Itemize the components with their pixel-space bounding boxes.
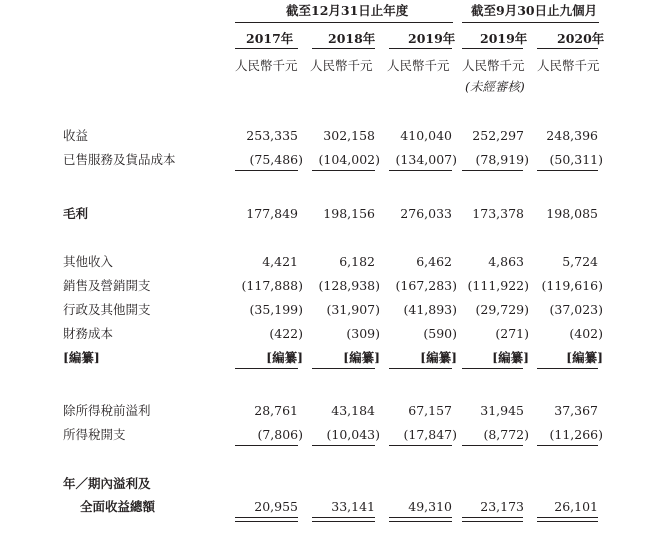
- col-underline: [312, 48, 375, 49]
- col-underline: [235, 48, 298, 49]
- row-label-tax: 所得稅開支: [63, 427, 126, 442]
- row-label-finance: 財務成本: [63, 326, 114, 341]
- value-cell: (37,023): [549, 302, 603, 317]
- subtotal-rule: [389, 368, 452, 369]
- value-cell: (11,266): [549, 427, 603, 442]
- value-cell: (309): [346, 326, 380, 341]
- subtotal-rule: [537, 445, 598, 446]
- row-label-redacted: [編纂]: [63, 350, 100, 365]
- value-cell: 20,955: [254, 499, 298, 514]
- group-underline-year-end: [235, 22, 453, 23]
- value-cell: 252,297: [472, 128, 524, 143]
- col-year-2017: 2017年: [246, 31, 294, 46]
- value-cell: 177,849: [246, 206, 298, 221]
- col-year-2020-9m: 2020年: [557, 31, 605, 46]
- value-cell: (78,919): [475, 152, 529, 167]
- value-cell: 31,945: [480, 403, 524, 418]
- group-title-nine-months: 截至9月30日止九個月: [471, 3, 598, 18]
- col-unit: 人民幣千元: [387, 58, 450, 73]
- total-double-rule: [312, 517, 375, 522]
- row-label-admin: 行政及其他開支: [63, 302, 151, 317]
- value-cell: 6,462: [416, 254, 452, 269]
- value-cell: (31,907): [326, 302, 380, 317]
- col-unit: 人民幣千元: [235, 58, 298, 73]
- value-cell: [編纂]: [566, 350, 603, 365]
- value-cell: (422): [269, 326, 303, 341]
- value-cell: (10,043): [326, 427, 380, 442]
- value-cell: 49,310: [408, 499, 452, 514]
- row-label-cost: 已售服務及貨品成本: [63, 152, 176, 167]
- value-cell: (271): [495, 326, 529, 341]
- value-cell: (590): [423, 326, 457, 341]
- value-cell: (7,806): [257, 427, 303, 442]
- subtotal-rule: [235, 445, 298, 446]
- subtotal-rule: [312, 170, 375, 171]
- subtotal-rule: [462, 170, 523, 171]
- value-cell: 26,101: [554, 499, 598, 514]
- value-cell: (41,893): [403, 302, 457, 317]
- col-unit: 人民幣千元: [462, 58, 525, 73]
- row-label-revenue: 收益: [63, 128, 89, 143]
- value-cell: 6,182: [339, 254, 375, 269]
- value-cell: 33,141: [331, 499, 375, 514]
- value-cell: 5,724: [562, 254, 598, 269]
- col-year-2019: 2019年: [408, 31, 456, 46]
- value-cell: (128,938): [318, 278, 380, 293]
- subtotal-rule: [312, 445, 375, 446]
- value-cell: 173,378: [472, 206, 524, 221]
- subtotal-rule: [389, 170, 452, 171]
- total-double-rule: [389, 517, 452, 522]
- value-cell: (167,283): [395, 278, 457, 293]
- row-label-gross-profit: 毛利: [63, 206, 89, 221]
- group-underline-nine-months: [462, 22, 599, 23]
- col-underline: [537, 48, 598, 49]
- value-cell: 276,033: [400, 206, 452, 221]
- value-cell: (50,311): [549, 152, 603, 167]
- row-label-pbt: 除所得稅前溢利: [63, 403, 151, 418]
- value-cell: (111,922): [467, 278, 529, 293]
- col-unit: 人民幣千元: [537, 58, 600, 73]
- subtotal-rule: [235, 368, 298, 369]
- value-cell: [編纂]: [343, 350, 380, 365]
- col-year-2018: 2018年: [328, 31, 376, 46]
- row-label-selling: 銷售及營銷開支: [63, 278, 151, 293]
- value-cell: (29,729): [475, 302, 529, 317]
- total-double-rule: [537, 517, 598, 522]
- value-cell: (75,486): [249, 152, 303, 167]
- subtotal-rule: [389, 445, 452, 446]
- value-cell: (134,007): [395, 152, 457, 167]
- col-underline: [462, 48, 523, 49]
- col-year-2019-9m: 2019年: [480, 31, 528, 46]
- row-label-total-1: 年／期內溢利及: [63, 476, 151, 491]
- value-cell: 28,761: [254, 403, 298, 418]
- value-cell: 302,158: [323, 128, 375, 143]
- group-title-year-end: 截至12月31日止年度: [286, 3, 409, 18]
- col-underline: [389, 48, 452, 49]
- subtotal-rule: [312, 368, 375, 369]
- total-double-rule: [462, 517, 523, 522]
- col-unit: 人民幣千元: [310, 58, 373, 73]
- unaudited-note: (未經審核): [465, 79, 525, 94]
- total-double-rule: [235, 517, 298, 522]
- value-cell: 198,085: [546, 206, 598, 221]
- value-cell: 37,367: [554, 403, 598, 418]
- subtotal-rule: [537, 170, 598, 171]
- row-label-other-income: 其他收入: [63, 254, 114, 269]
- row-label-total-2: 全面收益總額: [80, 499, 156, 514]
- subtotal-rule: [462, 368, 523, 369]
- value-cell: 410,040: [400, 128, 452, 143]
- value-cell: [編纂]: [492, 350, 529, 365]
- value-cell: (402): [569, 326, 603, 341]
- value-cell: (8,772): [483, 427, 529, 442]
- value-cell: (17,847): [403, 427, 457, 442]
- value-cell: [編纂]: [420, 350, 457, 365]
- value-cell: (104,002): [318, 152, 380, 167]
- value-cell: (119,616): [541, 278, 603, 293]
- subtotal-rule: [462, 445, 523, 446]
- value-cell: 4,863: [488, 254, 524, 269]
- value-cell: 23,173: [480, 499, 524, 514]
- subtotal-rule: [537, 368, 598, 369]
- value-cell: 198,156: [323, 206, 375, 221]
- value-cell: 4,421: [262, 254, 298, 269]
- subtotal-rule: [235, 170, 298, 171]
- value-cell: (35,199): [249, 302, 303, 317]
- value-cell: 43,184: [331, 403, 375, 418]
- value-cell: 67,157: [408, 403, 452, 418]
- value-cell: 248,396: [546, 128, 598, 143]
- value-cell: [編纂]: [266, 350, 303, 365]
- value-cell: 253,335: [246, 128, 298, 143]
- value-cell: (117,888): [241, 278, 303, 293]
